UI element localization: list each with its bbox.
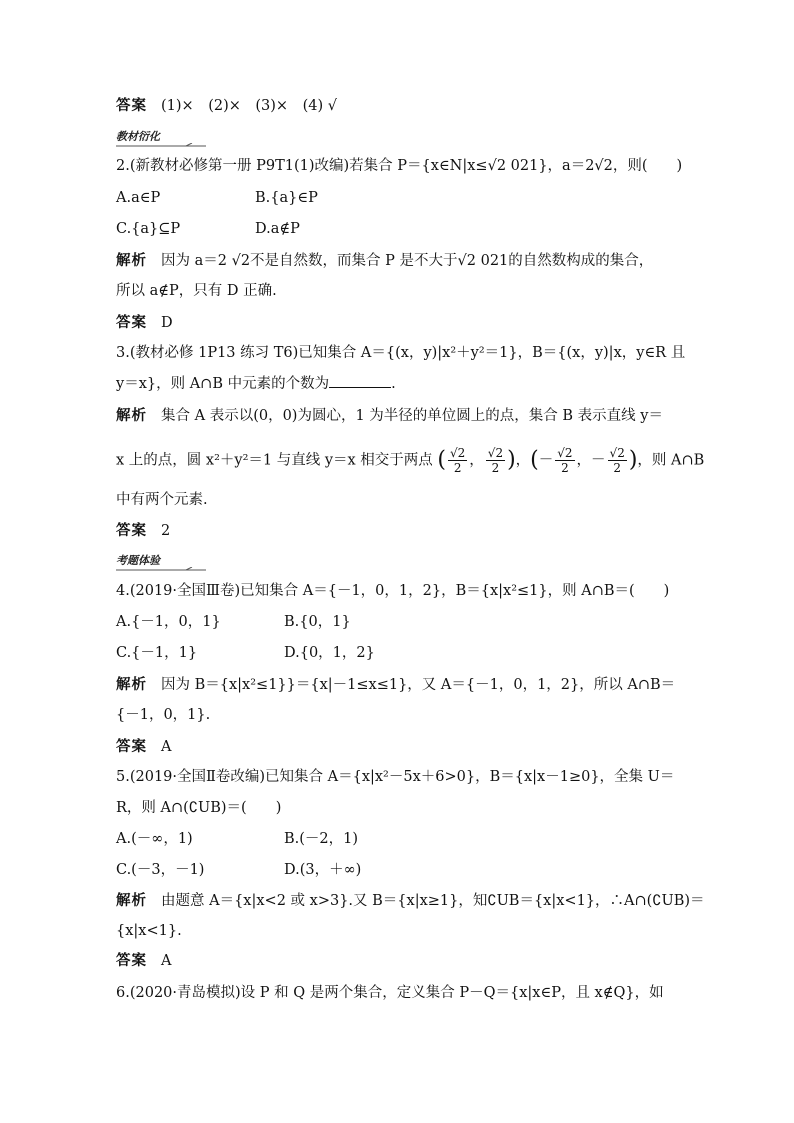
q3-analysis-2a: x 上的点，圆 x²＋y²＝1 与直线 y＝x 相交于两点 [116,452,433,469]
q5-option-d: D.(3，＋∞) [284,862,362,878]
q4-answer: A [161,739,172,755]
q3-stem-2-line [116,373,396,394]
q5-stem-1: 5.(2019·全国Ⅱ卷改编)已知集合 A＝{x|x²－5x＋6>0}，B＝{x|x－1≥0}，全集 U＝ [116,769,675,785]
q4-option-b: B.{0，1} [284,614,351,630]
section-tag-textbook [116,128,160,144]
q3-answer-blank [329,373,391,388]
q3-stem-2: y＝x}，则 A∩B 中元素的个数为 [116,376,330,392]
q3-analysis-line-1 [116,406,663,426]
q3-analysis-2b: ，则 A∩B [637,452,705,469]
left-paren: ( [437,447,447,473]
answer-label: 答案 [116,315,147,331]
q5-stem-2: R，则 A∩(∁UB)＝( ) [116,800,282,816]
fraction-4: $\frac{√2}{2}$ [609,446,625,475]
q5-analysis-2: {x|x<1}. [116,923,182,939]
section-tag-underline [116,567,182,570]
q3-stem-1: 3.(教材必修 1P13 练习 T6)已知集合 A＝{(x，y)|x²＋y²＝1}，B＝{(x，y)|x，y∈R 且 [116,345,686,361]
fraction-1: $\frac{√2}{2}$ [450,446,466,475]
q5-option-c: C.(－3，－1) [116,862,205,878]
answer-label: 答案 [116,739,147,755]
q4-option-c: C.{－1，1} [116,645,198,661]
answer-label: 答案 [116,523,147,539]
q1-answer: (1)× (2)× (3)× (4) √ [161,98,337,114]
section-tag-textbook-label: 教材衍化 [116,130,160,143]
section-tag-exam-label: 考题体验 [116,554,160,567]
q4-answer-line [116,737,171,757]
q2-answer: D [161,315,173,331]
q4-analysis-1: 因为 B＝{x|x²≤1}}＝{x|－1≤x≤1}，又 A＝{－1，0，1，2}，所以 A∩B＝ [161,677,676,693]
q5-analysis-1: 由题意 A＝{x|x<2 或 x>3}.又 B＝{x|x≥1}，知∁UB＝{x|x<1}，∴A∩(∁UB)＝ [161,893,705,909]
q2-analysis-2: 所以 a∉P，只有 D 正确. [116,283,277,299]
fraction-2: $\frac{√2}{2}$ [487,446,504,475]
q2-stem: 2.(新教材必修第一册 P9T1(1)改编)若集合 P＝{x∈N|x≤√2 021}，a＝2√2，则( ) [116,158,683,174]
fraction-3: $\frac{√2}{2}$ [557,446,573,475]
right-paren: ) [507,447,516,473]
q1-answer-line [116,96,337,116]
analysis-label: 解析 [116,408,147,424]
q3-answer: 2 [161,523,171,539]
q3-stem-2-end: . [391,376,396,392]
q5-answer-line [116,951,171,971]
analysis-label: 解析 [116,893,147,909]
q2-analysis-line-1 [116,251,653,271]
q2-analysis-1: 因为 a＝2 √2不是自然数，而集合 P 是不大于√2 021的自然数构成的集合， [161,253,654,269]
q5-answer: A [161,953,172,969]
q2-option-c: C.{a}⊆P [116,221,181,237]
right-paren-2: ) [628,447,638,473]
section-tag-underline [116,143,182,146]
q4-stem: 4.(2019·全国Ⅲ卷)已知集合 A＝{－1，0，1，2}，B＝{x|x²≤1}，则 A∩B＝( ) [116,583,670,599]
q5-option-b: B.(－2，1) [284,831,359,847]
q5-analysis-line-1 [116,891,705,911]
answer-label: 答案 [116,98,147,114]
q4-analysis-line-1 [116,675,675,695]
q2-option-d: D.a∉P [255,221,300,237]
q4-option-a: A.{－1，0，1} [116,614,221,630]
q3-answer-line [116,521,170,541]
q2-option-a: A.a∈P [116,190,161,206]
q3-analysis-1: 集合 A 表示以(0，0)为圆心，1 为半径的单位圆上的点，集合 B 表示直线 y＝ [161,408,663,424]
q2-option-b: B.{a}∈P [255,190,318,206]
analysis-label: 解析 [116,677,147,693]
q3-analysis-3: 中有两个元素. [116,492,208,508]
answer-label: 答案 [116,953,147,969]
analysis-label: 解析 [116,253,147,269]
q2-answer-line [116,313,173,333]
q4-option-d: D.{0，1，2} [284,645,375,661]
q6-stem-1: 6.(2020·青岛模拟)设 P 和 Q 是两个集合，定义集合 P－Q＝{x|x∈P，且 x∉Q}，如 [116,985,664,1001]
q3-analysis-line-2: x 上的点，圆 x²＋y²＝1 与直线 y＝x 相交于两点 ( $\frac{√2}{2}$ ， $\frac{√2}{2}$ )，(－ $\frac{√2}{2}$ ，－ $\frac{√2}{2}$ )，则 A∩B [116,446,705,475]
left-paren-2: ( [530,447,539,473]
q4-analysis-2: {－1，0，1}. [116,707,211,723]
section-tag-exam [116,552,160,568]
q5-option-a: A.(－∞，1) [116,831,193,847]
